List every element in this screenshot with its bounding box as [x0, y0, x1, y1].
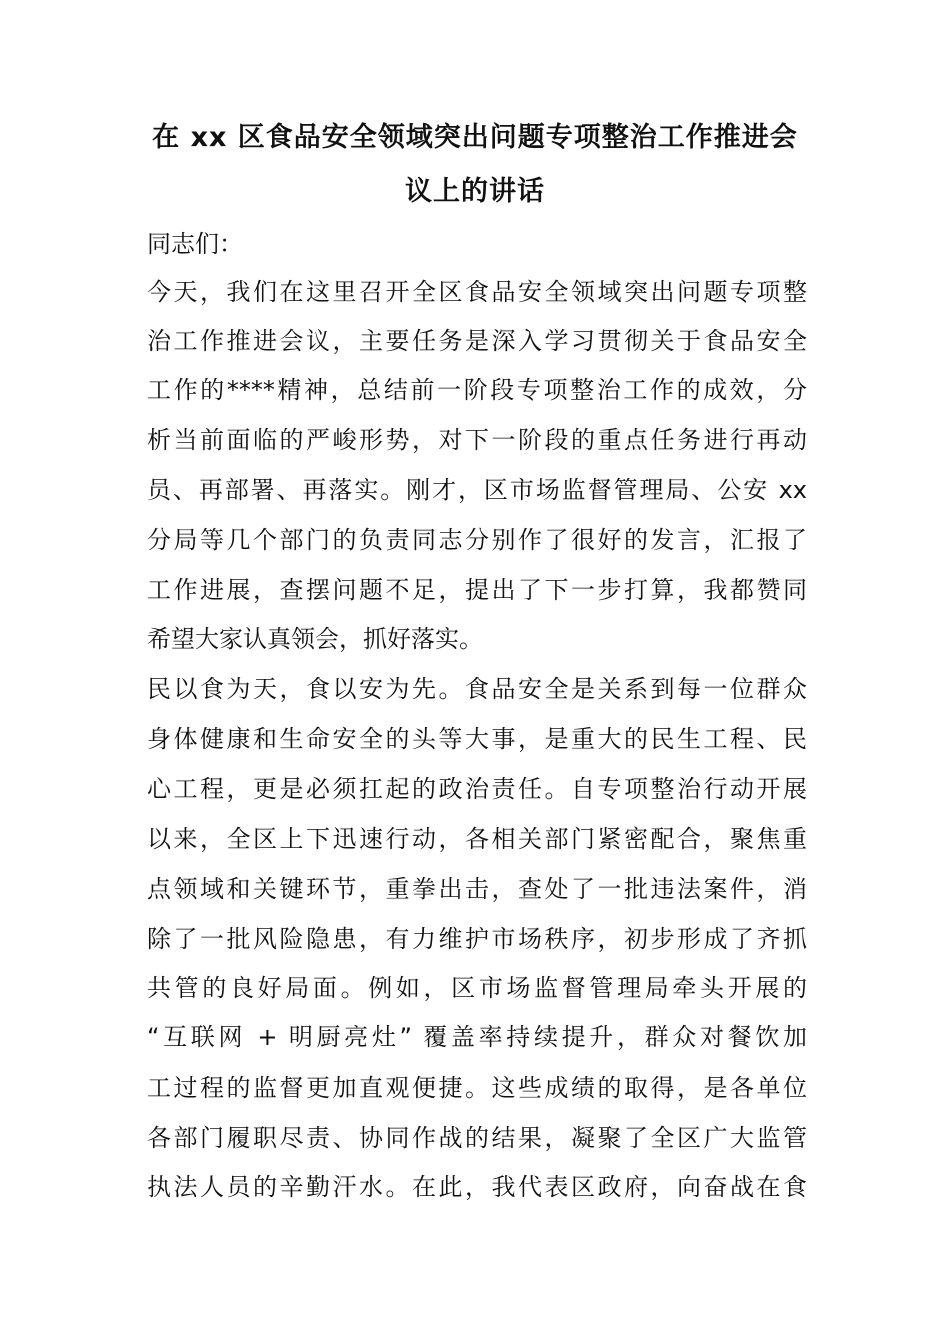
- salutation: 同志们：: [147, 230, 243, 258]
- paragraph-1-line-1: 今天，我们在这里召开全区食品安全领域突出问题专项整: [147, 278, 807, 306]
- paragraph-2-line-11: 执法人员的辛勤汗水。在此，我代表区政府，向奋战在食: [147, 1173, 807, 1201]
- paragraph-1-line-2: 治工作推进会议，主要任务是深入学习贯彻关于食品安全: [147, 327, 807, 355]
- paragraph-1-line-6: 分局等几个部门的负责同志分别作了很好的发言，汇报了: [147, 526, 807, 554]
- paragraph-2-line-10: 各部门履职尽责、协同作战的结果，凝聚了全区广大监管: [147, 1124, 807, 1152]
- paragraph-2-line-7: 共管的良好局面。例如，区市场监督管理局牵头开展的: [147, 974, 807, 1002]
- paragraph-2-line-1: 民以食为天，食以安为先。食品安全是关系到每一位群众: [147, 675, 807, 703]
- paragraph-1-line-4: 析当前面临的严峻形势，对下一阶段的重点任务进行再动: [147, 426, 807, 454]
- paragraph-1-line-8: 希望大家认真领会，抓好落实。: [147, 625, 483, 653]
- paragraph-2-line-4: 以来，全区上下迅速行动，各相关部门紧密配合，聚焦重: [147, 825, 807, 853]
- document-title-line-2: 议上的讲话: [405, 176, 545, 207]
- paragraph-1-line-3: 工作的****精神，总结前一阶段专项整治工作的成效，分: [147, 376, 807, 404]
- paragraph-2-line-8: “互联网 + 明厨亮灶” 覆盖率持续提升，群众对餐饮加: [147, 1023, 807, 1051]
- paragraph-2-line-2: 身体健康和生命安全的头等大事，是重大的民生工程、民: [147, 725, 807, 753]
- paragraph-2-line-9: 工过程的监督更加直观便捷。这些成绩的取得，是各单位: [147, 1074, 807, 1102]
- document-title-line-1: 在 xx 区食品安全领域突出问题专项整治工作推进会: [152, 122, 798, 153]
- paragraph-2-line-6: 除了一批风险隐患，有力维护市场秩序，初步形成了齐抓: [147, 925, 807, 953]
- paragraph-1-line-7: 工作进展，查摆问题不足，提出了下一步打算，我都赞同: [147, 576, 807, 604]
- paragraph-1-line-5: 员、再部署、再落实。刚才，区市场监督管理局、公安 xx: [147, 476, 807, 504]
- paragraph-2-line-5: 点领域和关键环节，重拳出击，查处了一批违法案件，消: [147, 875, 807, 903]
- paragraph-2-line-3: 心工程，更是必须扛起的政治责任。自专项整治行动开展: [147, 775, 807, 803]
